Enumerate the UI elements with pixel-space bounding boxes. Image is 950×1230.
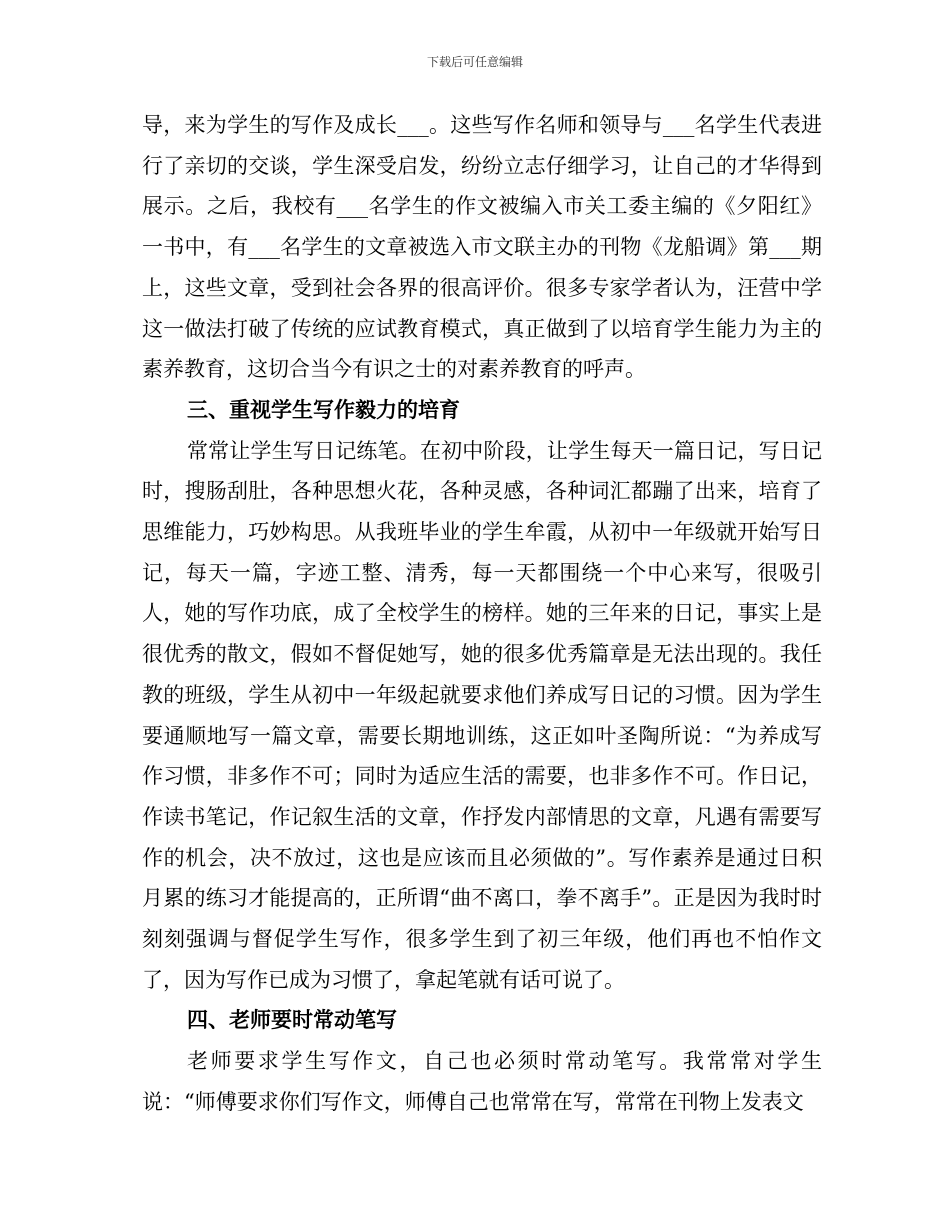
section-heading-4: 四、老师要时常动笔写 xyxy=(187,1007,397,1033)
paragraph-diary-practice: 常常让学生写日记练笔。在初中阶段，让学生每天一篇日记，写日记时，搜肠刮肚，各种思想火花，各种灵感，各种词汇都蹦了出来，培育了思维能力，巧妙构思。从我班毕业的学生牟霞，从初中一年级就开始写日记，每天一篇，字迹工整、清秀，每一天都围绕一个中心来写，很吸引人，她的写作功底，成了全校学生的榜样。她的三年来的日记，事实上是很优秀的散文，假如不督促她写，她的很多优秀篇章是无法出现的。我任教的班级，学生从初中一年级起就要求他们养成写日记的习惯。因为学生要通顺地写一篇文章，需要长期地训练，这正如叶圣陶所说：“为养成写作习惯，非多作不可；同时为适应生活的需要，也非多作不可。作日记，作读书笔记，作记叙生活的文章，作抒发内部情思的文章，凡遇有需要写作的机会，决不放过，这也是应该而且必须做的”。写作素养是通过日积月累的练习才能提高的，正所谓“曲不离口，拳不离手”。正是因为我时时刻刻强调与督促学生写作，很多学生到了初三年级，他们再也不怕作文了，因为写作已成为习惯了，拿起笔就有话可说了。 xyxy=(142,438,822,992)
page-header: 下载后可任意编辑 xyxy=(426,55,523,69)
paragraph-writing-activities: 导，来为学生的写作及成长___。这些写作名师和领导与___名学生代表进行了亲切的交谈，学生深受启发，纷纷立志仔细学习，让自己的才华得到展示。之后，我校有___名学生的作文被编入市关工委主编的《夕阳红》一书中，有___名学生的文章被选入市文联主办的刊物《龙船调》第___期上，这些文章，受到社会各界的很高评价。很多专家学者认为，汪营中学这一做法打破了传统的应试教育模式，真正做到了以培育学生能力为主的素养教育，这切合当今有识之士的对素养教育的呼声。 xyxy=(142,113,822,382)
document-body xyxy=(142,105,822,1123)
section-heading-3: 三、重视学生写作毅力的培育 xyxy=(187,396,460,422)
paragraph-teacher-writing: 老师要求学生写作文，自己也必须时常动笔写。我常常对学生说：“师傅要求你们写作文，师傅自己也常常在写，常常在刊物上发表文 xyxy=(142,1049,822,1114)
